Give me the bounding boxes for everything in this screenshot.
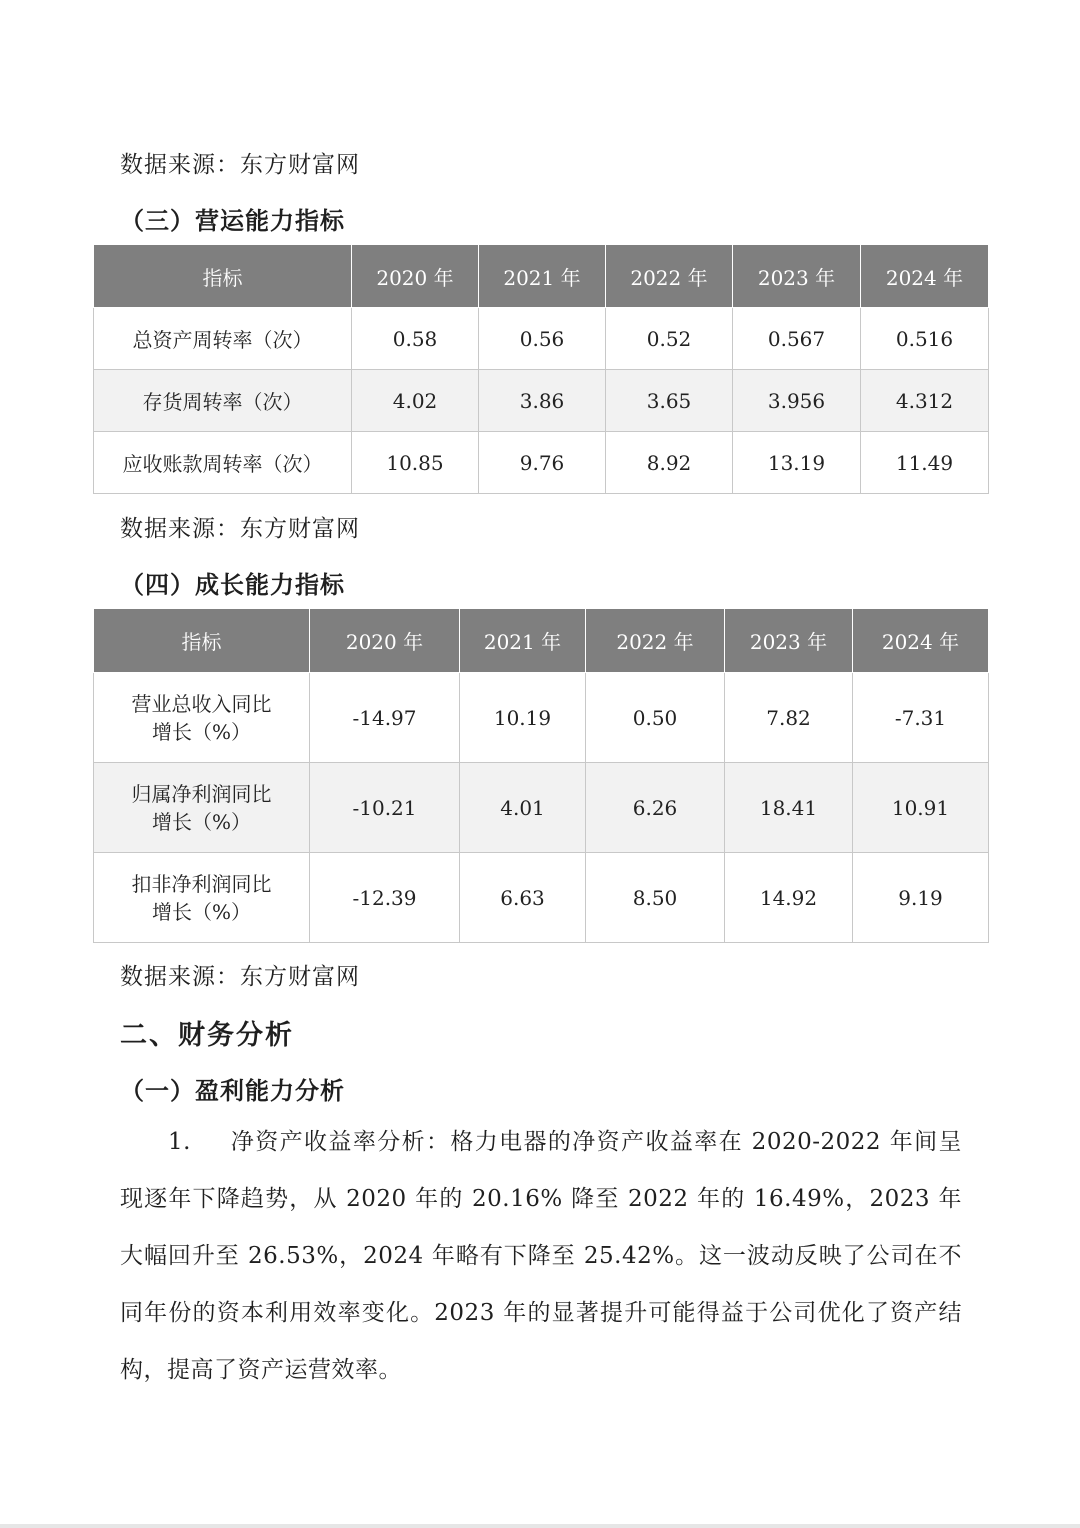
header-indicator: 指标 (94, 245, 352, 308)
row-label-line: 增长（%） (151, 809, 251, 834)
table-cell: 0.567 (733, 308, 861, 370)
table-header-row (94, 609, 989, 673)
row-label (94, 763, 310, 853)
table-cell: 3.65 (606, 370, 733, 432)
header-year: 2020 年 (310, 609, 460, 673)
table-cell: 3.956 (733, 370, 861, 432)
table-cell: 13.19 (733, 432, 861, 494)
row-label-line: 归属净利润同比 (131, 781, 272, 806)
table-row (94, 308, 989, 370)
page-bottom-divider (0, 1524, 1080, 1528)
table-cell: 18.41 (725, 763, 853, 853)
table-row (94, 673, 989, 763)
table-cell: -14.97 (310, 673, 460, 763)
table-cell: 9.76 (479, 432, 606, 494)
table-cell: 6.63 (460, 853, 586, 943)
paragraph-number: 1. (168, 1129, 191, 1155)
subsection-heading-profitability: （一）盈利能力分析 (120, 1076, 345, 1105)
header-year: 2022 年 (606, 245, 733, 308)
table-cell: 4.02 (352, 370, 479, 432)
row-label: 总资产周转率（次） (94, 308, 352, 370)
data-source-note: 数据来源：东方财富网 (120, 964, 360, 990)
header-year: 2023 年 (725, 609, 853, 673)
table-cell: 14.92 (725, 853, 853, 943)
table-cell: 0.516 (861, 308, 989, 370)
table-row (94, 370, 989, 432)
section-heading: 二、财务分析 (120, 1020, 294, 1051)
table-cell: 0.52 (606, 308, 733, 370)
table-row (94, 432, 989, 494)
table-cell: 10.85 (352, 432, 479, 494)
table-cell: 10.19 (460, 673, 586, 763)
table-cell: 8.50 (586, 853, 725, 943)
row-label-line: 增长（%） (151, 719, 251, 744)
analysis-paragraph (120, 1114, 962, 1399)
header-indicator: 指标 (94, 609, 310, 673)
row-label: 存货周转率（次） (94, 370, 352, 432)
data-source-note: 数据来源：东方财富网 (120, 152, 360, 178)
growth-indicators-table (93, 608, 989, 943)
header-year: 2020 年 (352, 245, 479, 308)
header-year: 2024 年 (853, 609, 989, 673)
data-source-note: 数据来源：东方财富网 (120, 516, 360, 542)
table-row (94, 853, 989, 943)
header-year: 2023 年 (733, 245, 861, 308)
table-cell: -12.39 (310, 853, 460, 943)
row-label (94, 853, 310, 943)
header-year: 2024 年 (861, 245, 989, 308)
table-cell: -10.21 (310, 763, 460, 853)
table-cell: 11.49 (861, 432, 989, 494)
table-cell: 0.58 (352, 308, 479, 370)
table-cell: 4.01 (460, 763, 586, 853)
header-year: 2021 年 (479, 245, 606, 308)
table-cell: 8.92 (606, 432, 733, 494)
table-cell: 3.86 (479, 370, 606, 432)
table-cell: 7.82 (725, 673, 853, 763)
table-cell: 0.56 (479, 308, 606, 370)
table-cell: 9.19 (853, 853, 989, 943)
operating-indicators-table (93, 244, 989, 494)
table-cell: 10.91 (853, 763, 989, 853)
row-label: 应收账款周转率（次） (94, 432, 352, 494)
row-label-line: 营业总收入同比 (131, 691, 272, 716)
row-label (94, 673, 310, 763)
table-cell: 0.50 (586, 673, 725, 763)
table-cell: -7.31 (853, 673, 989, 763)
row-label-line: 增长（%） (151, 899, 251, 924)
table-row (94, 763, 989, 853)
table-header-row (94, 245, 989, 308)
table-cell: 4.312 (861, 370, 989, 432)
header-year: 2022 年 (586, 609, 725, 673)
subsection-heading-growth: （四）成长能力指标 (120, 570, 345, 599)
header-year: 2021 年 (460, 609, 586, 673)
table-cell: 6.26 (586, 763, 725, 853)
row-label-line: 扣非净利润同比 (131, 871, 272, 896)
paragraph-text: 净资产收益率分析：格力电器的净资产收益率在 2020-2022 年间呈现逐年下降趋势，从 2020 年的 20.16% 降至 2022 年的 16.49%，2023 年大幅回升至 26.53%，2024 年略有下降至 25.42%。这一波动反映了公司在不同年份的资本利用效率变化。2023 年的显著提升可能得益于公司优化了资产结构，提高了资产运营效率。 (120, 1129, 962, 1383)
subsection-heading-operating: （三）营运能力指标 (120, 206, 345, 235)
